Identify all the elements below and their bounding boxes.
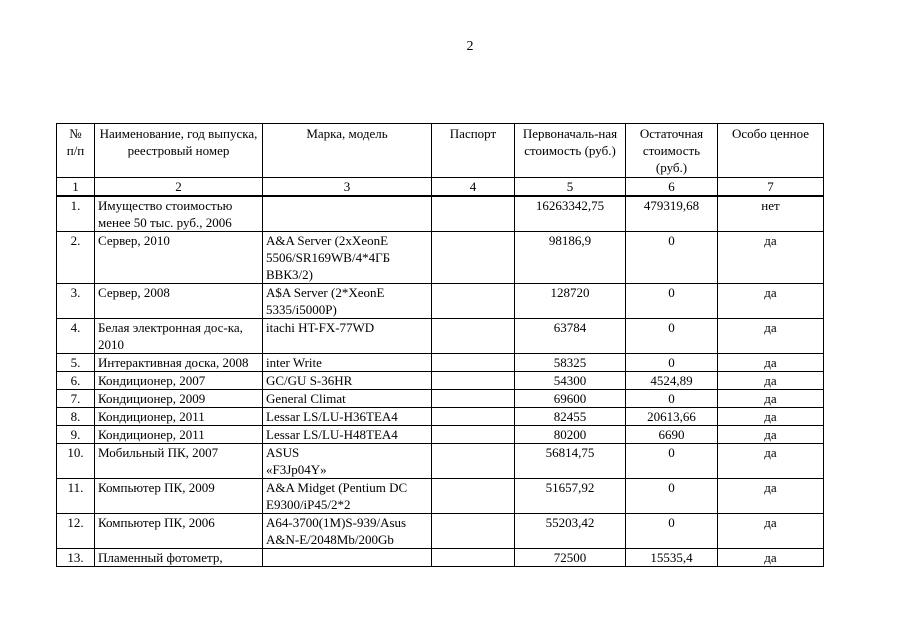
row-passport [432,319,515,354]
row-passport [432,232,515,284]
column-number: 4 [432,178,515,197]
row-valuable: да [718,408,824,426]
row-residual-cost: 4524,89 [626,372,718,390]
row-initial-cost: 63784 [515,319,626,354]
row-initial-cost: 82455 [515,408,626,426]
row-number: 11. [57,479,95,514]
row-valuable: да [718,514,824,549]
row-name: Кондиционер, 2009 [95,390,263,408]
row-passport [432,354,515,372]
row-name: Имущество стоимостью менее 50 тыс. руб., 2006 [95,196,263,232]
header-initial-cost: Первоначаль-ная стоимость (руб.) [515,124,626,178]
row-name: Сервер, 2008 [95,284,263,319]
row-number: 7. [57,390,95,408]
row-passport [432,390,515,408]
header-valuable: Особо ценное [718,124,824,178]
table-row [57,372,824,390]
row-passport [432,479,515,514]
row-passport [432,426,515,444]
row-initial-cost: 72500 [515,549,626,567]
row-model: inter Write [263,354,432,372]
row-model: Lessar LS/LU-H48TEA4 [263,426,432,444]
row-residual-cost: 20613,66 [626,408,718,426]
row-valuable: да [718,232,824,284]
row-passport [432,196,515,232]
row-name: Кондиционер, 2011 [95,426,263,444]
table-row [57,408,824,426]
row-residual-cost: 6690 [626,426,718,444]
row-initial-cost: 51657,92 [515,479,626,514]
row-initial-cost: 69600 [515,390,626,408]
row-passport [432,514,515,549]
table-row [57,319,824,354]
row-residual-cost: 0 [626,514,718,549]
row-initial-cost: 16263342,75 [515,196,626,232]
table-row [57,390,824,408]
row-valuable: да [718,549,824,567]
row-initial-cost: 128720 [515,284,626,319]
row-model: A&A Midget (Pentium DC E9300/iP45/2*2 [263,479,432,514]
column-number: 3 [263,178,432,197]
table-row [57,479,824,514]
row-model: A&A Server (2xXeonE 5506/SR169WB/4*4ГБ ВВК3/2) [263,232,432,284]
column-number: 5 [515,178,626,197]
row-passport [432,408,515,426]
row-name: Кондиционер, 2007 [95,372,263,390]
row-number: 1. [57,196,95,232]
row-valuable: да [718,284,824,319]
row-name: Компьютер ПК, 2006 [95,514,263,549]
table-row [57,284,824,319]
header-residual-cost: Остаточная стоимость (руб.) [626,124,718,178]
header-model: Марка, модель [263,124,432,178]
column-number: 1 [57,178,95,197]
row-valuable: да [718,319,824,354]
header-number: № п/п [57,124,95,178]
row-valuable: да [718,444,824,479]
header-row [57,124,824,178]
table-row [57,426,824,444]
row-name: Компьютер ПК, 2009 [95,479,263,514]
row-model: A$A Server (2*XeonE 5335/i5000P) [263,284,432,319]
table-row [57,196,824,232]
column-numbers-row [57,178,824,197]
row-initial-cost: 55203,42 [515,514,626,549]
row-number: 8. [57,408,95,426]
row-valuable: нет [718,196,824,232]
row-number: 13. [57,549,95,567]
table-row [57,232,824,284]
property-table [56,123,824,567]
row-passport [432,549,515,567]
row-name: Интерактивная доска, 2008 [95,354,263,372]
row-model: itachi HT-FX-77WD [263,319,432,354]
row-passport [432,372,515,390]
table-row [57,514,824,549]
row-model [263,196,432,232]
column-number: 2 [95,178,263,197]
table-row [57,549,824,567]
table-row [57,444,824,479]
row-residual-cost: 0 [626,390,718,408]
row-valuable: да [718,426,824,444]
row-valuable: да [718,354,824,372]
row-valuable: да [718,479,824,514]
row-model: ASUS «F3Jp04Y» [263,444,432,479]
row-name: Кондиционер, 2011 [95,408,263,426]
row-model: General Climat [263,390,432,408]
row-residual-cost: 0 [626,284,718,319]
row-initial-cost: 98186,9 [515,232,626,284]
row-passport [432,444,515,479]
row-number: 2. [57,232,95,284]
row-number: 9. [57,426,95,444]
row-name: Белая электронная дос-ка, 2010 [95,319,263,354]
row-number: 12. [57,514,95,549]
row-model: Lessar LS/LU-H36TEA4 [263,408,432,426]
row-residual-cost: 0 [626,479,718,514]
row-number: 10. [57,444,95,479]
row-passport [432,284,515,319]
column-number: 7 [718,178,824,197]
row-model: A64-3700(1M)S-939/Asus A&N-E/2048Mb/200Gb [263,514,432,549]
row-residual-cost: 0 [626,354,718,372]
row-number: 6. [57,372,95,390]
row-number: 3. [57,284,95,319]
row-initial-cost: 58325 [515,354,626,372]
row-initial-cost: 80200 [515,426,626,444]
row-model [263,549,432,567]
row-residual-cost: 479319,68 [626,196,718,232]
row-residual-cost: 0 [626,319,718,354]
header-passport: Паспорт [432,124,515,178]
row-residual-cost: 0 [626,444,718,479]
row-name: Мобильный ПК, 2007 [95,444,263,479]
row-valuable: да [718,390,824,408]
row-residual-cost: 15535,4 [626,549,718,567]
header-name: Наименование, год выпуска, реестровый номер [95,124,263,178]
row-name: Сервер, 2010 [95,232,263,284]
row-initial-cost: 56814,75 [515,444,626,479]
page-number: 2 [466,39,474,54]
row-number: 4. [57,319,95,354]
column-number: 6 [626,178,718,197]
row-valuable: да [718,372,824,390]
row-residual-cost: 0 [626,232,718,284]
row-model: GC/GU S-36HR [263,372,432,390]
row-name: Пламенный фотометр, [95,549,263,567]
table-row [57,354,824,372]
row-initial-cost: 54300 [515,372,626,390]
row-number: 5. [57,354,95,372]
